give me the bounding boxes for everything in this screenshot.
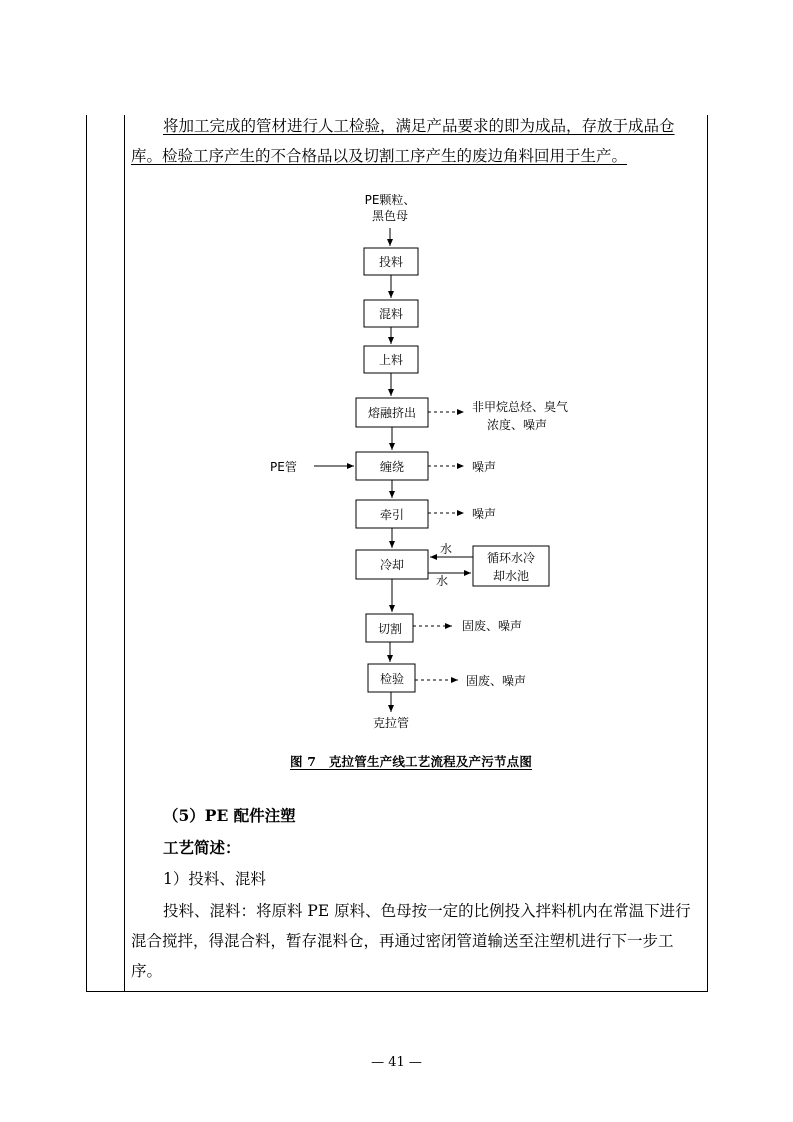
emission-traction: 噪声 [472,507,497,521]
section-paragraph-line-1: 投料、混料：将原料 PE 原料、色母按一定的比例投入拌料机内在常温下进行 [163,902,691,920]
section-item-1: 1）投料、混料 [163,870,266,888]
intro-line-2: 库。检验工序产生的不合格品以及切割工序产生的废边角料回用于生产。 [131,147,628,165]
flow-output: 克拉管 [372,716,410,730]
section-heading: （5）PE 配件注塑 [163,806,296,825]
emission-extrusion-line-1: 非甲烷总烃、臭气 [472,400,569,414]
step-loading: 上料 [378,353,404,367]
emission-extrusion-line-2: 浓度、噪声 [487,418,548,432]
cooling-pool-line-1: 循环水冷 [486,551,536,565]
figure-caption: 图 7 克拉管生产线工艺流程及产污节点图 [290,754,533,769]
step-extrusion: 熔融挤出 [367,406,417,420]
side-input-pe-pipe: PE管 [270,460,297,474]
section-paragraph-line-2: 混合搅拌，得混合料，暂存混料仓，再通过密闭管道输送至注塑机进行下一步工 [131,932,674,950]
step-feeding: 投料 [378,255,404,269]
water-out-label: 水 [436,574,449,588]
step-inspection: 检验 [379,672,405,686]
flow-input-line-2: 黑色母 [371,209,409,223]
intro-line-1: 将加工完成的管材进行人工检验，满足产品要求的即为成品，存放于成品仓 [163,117,675,135]
flow-input-line-1: PE颗粒、 [364,193,416,207]
step-winding: 缠绕 [379,460,405,474]
step-mixing: 混料 [378,307,404,321]
emission-winding: 噪声 [472,460,497,474]
water-in-label: 水 [440,542,453,556]
section-subheading: 工艺简述： [163,838,241,857]
step-cutting: 切割 [377,622,403,636]
section-paragraph-line-3: 序。 [131,962,163,980]
emission-inspection: 固废、噪声 [466,674,527,688]
page-number: — 41 — [371,1055,422,1070]
step-cooling: 冷却 [379,558,405,572]
emission-cutting: 固废、噪声 [462,619,523,633]
cooling-pool-line-2: 却水池 [492,569,530,583]
step-traction: 牵引 [379,508,405,522]
